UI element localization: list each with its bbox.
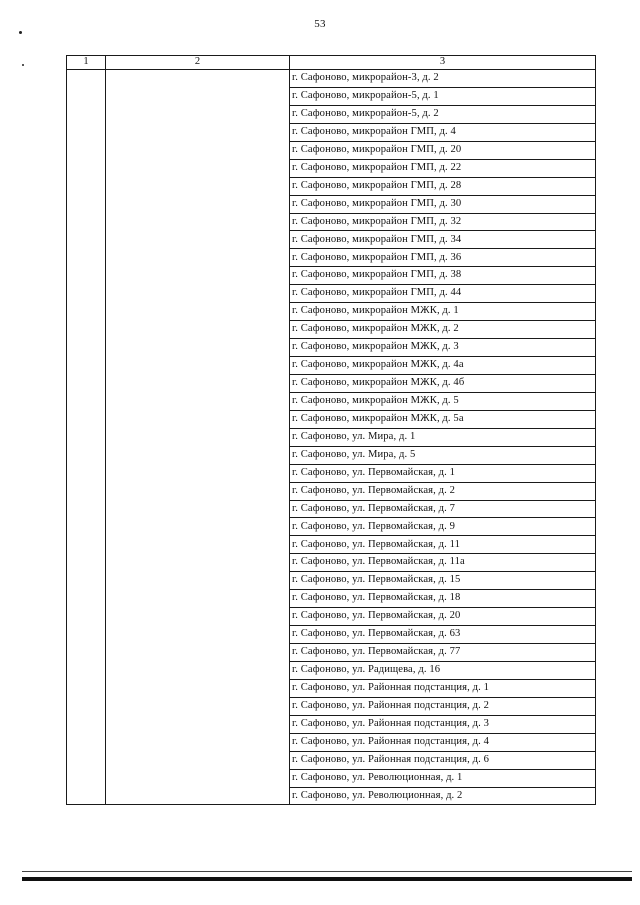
address-cell [290, 177, 596, 195]
address-text: г. Сафоново, ул. Революционная, д. 2 [292, 789, 463, 801]
address-text: г. Сафоново, ул. Первомайская, д. 20 [292, 610, 461, 622]
address-text: г. Сафоново, ул. Первомайская, д. 9 [292, 520, 455, 532]
scan-speck [22, 64, 24, 66]
address-cell [290, 626, 596, 644]
header-row [67, 56, 596, 70]
column-1-cell [67, 70, 106, 805]
address-cell [290, 769, 596, 787]
address-cell [290, 195, 596, 213]
address-text: г. Сафоново, микрорайон ГМП, д. 28 [292, 179, 462, 191]
address-text: г. Сафоново, ул. Первомайская, д. 7 [292, 502, 455, 514]
address-cell [290, 267, 596, 285]
address-cell [290, 374, 596, 392]
address-text: г. Сафоново, микрорайон-3, д. 2 [292, 72, 439, 84]
address-cell [290, 661, 596, 679]
address-cell [290, 464, 596, 482]
address-text: г. Сафоново, микрорайон ГМП, д. 22 [292, 161, 462, 173]
address-text: г. Сафоново, микрорайон МЖК, д. 4а [292, 359, 464, 371]
address-cell [290, 303, 596, 321]
address-cell [290, 715, 596, 733]
address-text: г. Сафоново, ул. Районная подстанция, д. 6 [292, 753, 489, 765]
address-cell [290, 392, 596, 410]
address-text: г. Сафоново, ул. Первомайская, д. 15 [292, 574, 461, 586]
address-text: г. Сафоново, ул. Районная подстанция, д. 4 [292, 735, 489, 747]
address-cell [290, 608, 596, 626]
address-text: г. Сафоново, микрорайон ГМП, д. 4 [292, 125, 456, 137]
address-text: г. Сафоново, ул. Первомайская, д. 2 [292, 484, 455, 496]
address-text: г. Сафоново, ул. Мира, д. 5 [292, 448, 416, 460]
address-cell [290, 428, 596, 446]
address-text: г. Сафоново, микрорайон ГМП, д. 20 [292, 143, 462, 155]
address-cell [290, 285, 596, 303]
footer-rule-thin [22, 871, 632, 872]
table-row [67, 70, 596, 88]
address-cell [290, 787, 596, 805]
address-cell [290, 482, 596, 500]
column-header-3: 3 [290, 56, 596, 70]
address-text: г. Сафоново, микрорайон МЖК, д. 5 [292, 395, 459, 407]
address-cell [290, 141, 596, 159]
address-table [66, 55, 596, 805]
address-text: г. Сафоново, ул. Радищева, д. 16 [292, 664, 441, 676]
address-cell [290, 590, 596, 608]
address-text: г. Сафоново, микрорайон МЖК, д. 4б [292, 377, 465, 389]
address-text: г. Сафоново, ул. Революционная, д. 1 [292, 771, 463, 783]
address-text: г. Сафоново, микрорайон ГМП, д. 36 [292, 251, 462, 263]
footer-rule [22, 877, 632, 881]
address-cell [290, 697, 596, 715]
table-body [67, 70, 596, 805]
address-cell [290, 500, 596, 518]
scan-speck [19, 31, 22, 34]
address-cell [290, 733, 596, 751]
address-text: г. Сафоново, микрорайон-5, д. 1 [292, 90, 439, 102]
address-cell [290, 357, 596, 375]
address-text: г. Сафоново, микрорайон-5, д. 2 [292, 108, 439, 120]
address-text: г. Сафоново, ул. Первомайская, д. 18 [292, 592, 461, 604]
address-cell [290, 518, 596, 536]
page-number: 53 [314, 18, 326, 30]
address-cell [290, 572, 596, 590]
address-text: г. Сафоново, ул. Мира, д. 1 [292, 430, 416, 442]
address-cell [290, 679, 596, 697]
column-header-2: 2 [106, 56, 290, 70]
address-cell [290, 123, 596, 141]
address-text: г. Сафоново, микрорайон ГМП, д. 38 [292, 269, 462, 281]
address-text: г. Сафоново, ул. Первомайская, д. 11 [292, 538, 461, 550]
address-cell [290, 554, 596, 572]
address-cell [290, 231, 596, 249]
address-cell [290, 249, 596, 267]
address-cell [290, 339, 596, 357]
address-text: г. Сафоново, микрорайон ГМП, д. 44 [292, 287, 462, 299]
address-text: г. Сафоново, ул. Первомайская, д. 11а [292, 556, 465, 568]
address-cell [290, 536, 596, 554]
address-text: г. Сафоново, ул. Первомайская, д. 1 [292, 466, 455, 478]
column-header-1: 1 [67, 56, 106, 70]
address-text: г. Сафоново, микрорайон МЖК, д. 1 [292, 305, 459, 317]
address-text: г. Сафоново, ул. Районная подстанция, д. 2 [292, 699, 489, 711]
address-cell [290, 213, 596, 231]
address-text: г. Сафоново, микрорайон МЖК, д. 3 [292, 341, 459, 353]
address-cell [290, 446, 596, 464]
address-cell [290, 159, 596, 177]
address-cell [290, 410, 596, 428]
address-text: г. Сафоново, ул. Первомайская, д. 63 [292, 628, 461, 640]
address-cell [290, 751, 596, 769]
address-cell [290, 70, 596, 88]
address-cell [290, 644, 596, 662]
address-text: г. Сафоново, микрорайон МЖК, д. 2 [292, 323, 459, 335]
address-text: г. Сафоново, ул. Первомайская, д. 77 [292, 646, 461, 658]
address-cell [290, 321, 596, 339]
address-text: г. Сафоново, микрорайон ГМП, д. 30 [292, 197, 462, 209]
column-2-cell [106, 70, 290, 805]
address-text: г. Сафоново, ул. Районная подстанция, д. 3 [292, 717, 489, 729]
address-cell [290, 87, 596, 105]
address-text: г. Сафоново, ул. Районная подстанция, д. 1 [292, 682, 489, 694]
address-text: г. Сафоново, микрорайон ГМП, д. 34 [292, 233, 462, 245]
address-text: г. Сафоново, микрорайон МЖК, д. 5а [292, 412, 464, 424]
address-text: г. Сафоново, микрорайон ГМП, д. 32 [292, 215, 462, 227]
address-cell [290, 105, 596, 123]
